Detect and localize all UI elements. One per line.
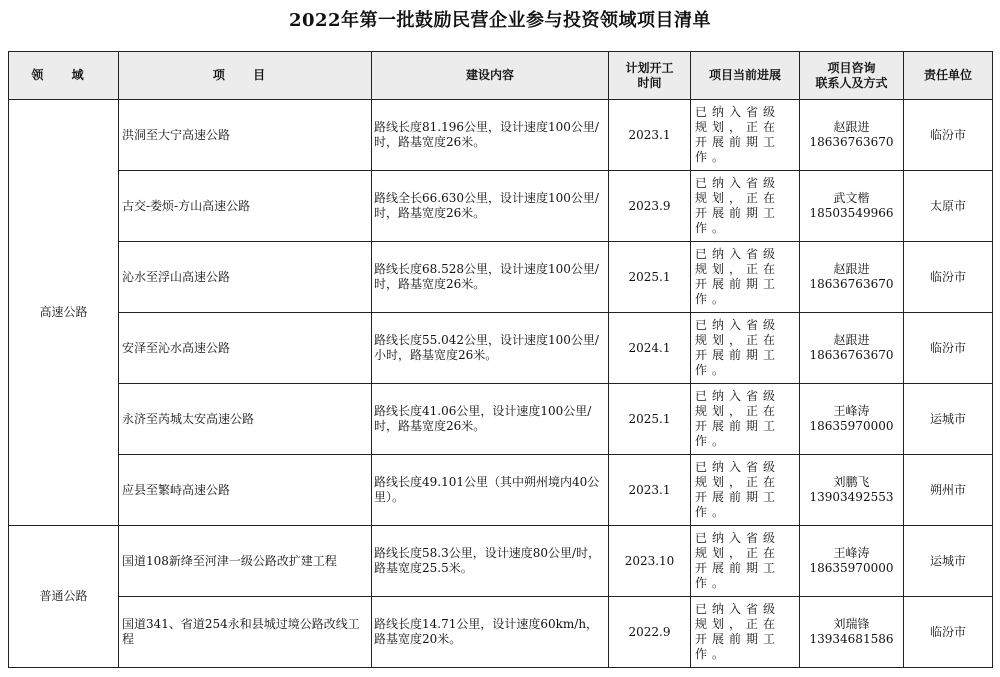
progress-cell: 已纳入省级规划，正在开展前期工作。 [691, 171, 800, 242]
unit-cell: 临汾市 [904, 242, 993, 313]
content-cell: 路线长度14.71公里，设计速度60km/h，路基宽度20米。 [372, 597, 609, 668]
project-cell: 沁水至浮山高速公路 [119, 242, 372, 313]
field-cell: 普通公路 [9, 526, 119, 668]
progress-cell: 已纳入省级规划，正在开展前期工作。 [691, 242, 800, 313]
contact-phone: 18636763670 [809, 135, 894, 149]
header-start-line2: 时间 [637, 75, 662, 90]
project-cell: 古交-娄烦-方山高速公路 [119, 171, 372, 242]
unit-cell: 临汾市 [904, 100, 993, 171]
header-progress: 项目当前进展 [691, 52, 800, 100]
content-cell: 路线长度49.101公里（其中朔州境内40公里）。 [372, 455, 609, 526]
page-title: 2022年第一批鼓励民营企业参与投资领域项目清单 [288, 10, 712, 31]
contact-phone: 18635970000 [809, 419, 894, 433]
table-row [9, 526, 993, 597]
field-cell: 高速公路 [9, 100, 119, 526]
unit-cell: 临汾市 [904, 313, 993, 384]
project-cell: 安泽至沁水高速公路 [119, 313, 372, 384]
contact-cell [800, 526, 904, 597]
project-table [8, 51, 993, 668]
contact-cell [800, 100, 904, 171]
unit-cell: 朔州市 [904, 455, 993, 526]
contact-name: 刘瑞锋 [833, 617, 870, 631]
start-date-cell: 2025.1 [609, 242, 691, 313]
contact-phone: 18636763670 [809, 348, 894, 362]
contact-name: 赵跟进 [833, 262, 870, 276]
header-unit: 责任单位 [904, 52, 993, 100]
unit-cell: 运城市 [904, 384, 993, 455]
contact-phone: 13934681586 [809, 632, 894, 646]
content-cell: 路线全长66.630公里，设计速度100公里/时，路基宽度26米。 [372, 171, 609, 242]
table-row [9, 100, 993, 171]
project-cell: 应县至繁峙高速公路 [119, 455, 372, 526]
table-row [9, 171, 993, 242]
table-row [9, 597, 993, 668]
progress-cell: 已纳入省级规划，正在开展前期工作。 [691, 313, 800, 384]
unit-cell: 临汾市 [904, 597, 993, 668]
unit-cell: 太原市 [904, 171, 993, 242]
table-row [9, 313, 993, 384]
header-contact-line2: 联系人及方式 [815, 75, 888, 90]
contact-cell [800, 242, 904, 313]
contact-cell [800, 597, 904, 668]
project-cell: 国道341、省道254永和县城过境公路改线工程 [119, 597, 372, 668]
header-start-line1: 计划开工 [625, 60, 674, 75]
contact-name: 王峰涛 [833, 546, 870, 560]
progress-cell: 已纳入省级规划，正在开展前期工作。 [691, 100, 800, 171]
start-date-cell: 2024.1 [609, 313, 691, 384]
header-start-time [609, 52, 691, 100]
header-contact [800, 52, 904, 100]
contact-cell [800, 384, 904, 455]
contact-phone: 18503549966 [809, 206, 894, 220]
project-cell: 永济至芮城太安高速公路 [119, 384, 372, 455]
header-project: 项 目 [119, 52, 372, 100]
content-cell: 路线长度55.042公里，设计速度100公里/小时，路基宽度26米。 [372, 313, 609, 384]
progress-cell: 已纳入省级规划，正在开展前期工作。 [691, 455, 800, 526]
header-field: 领 域 [9, 52, 119, 100]
project-cell: 国道108新绛至河津一级公路改扩建工程 [119, 526, 372, 597]
contact-name: 王峰涛 [833, 404, 870, 418]
progress-cell: 已纳入省级规划，正在开展前期工作。 [691, 526, 800, 597]
progress-cell: 已纳入省级规划，正在开展前期工作。 [691, 597, 800, 668]
project-cell: 洪洞至大宁高速公路 [119, 100, 372, 171]
content-cell: 路线长度81.196公里，设计速度100公里/时，路基宽度26米。 [372, 100, 609, 171]
content-cell: 路线长度58.3公里，设计速度80公里/时，路基宽度25.5米。 [372, 526, 609, 597]
contact-phone: 13903492553 [809, 490, 894, 504]
start-date-cell: 2023.9 [609, 171, 691, 242]
contact-name: 武文楷 [833, 191, 870, 205]
start-date-cell: 2023.1 [609, 100, 691, 171]
contact-phone: 18636763670 [809, 277, 894, 291]
contact-cell [800, 313, 904, 384]
start-date-cell: 2023.10 [609, 526, 691, 597]
table-row [9, 455, 993, 526]
start-date-cell: 2022.9 [609, 597, 691, 668]
content-cell: 路线长度41.06公里，设计速度100公里/时，路基宽度26米。 [372, 384, 609, 455]
start-date-cell: 2023.1 [609, 455, 691, 526]
content-cell: 路线长度68.528公里，设计速度100公里/时，路基宽度26米。 [372, 242, 609, 313]
contact-name: 赵跟进 [833, 120, 870, 134]
contact-name: 赵跟进 [833, 333, 870, 347]
table-row [9, 242, 993, 313]
contact-phone: 18635970000 [809, 561, 894, 575]
header-content: 建设内容 [372, 52, 609, 100]
unit-cell: 运城市 [904, 526, 993, 597]
contact-name: 刘鹏飞 [833, 475, 870, 489]
contact-cell [800, 455, 904, 526]
start-date-cell: 2025.1 [609, 384, 691, 455]
header-row [9, 52, 993, 100]
progress-cell: 已纳入省级规划，正在开展前期工作。 [691, 384, 800, 455]
table-row [9, 384, 993, 455]
header-contact-line1: 项目咨询 [827, 60, 876, 75]
contact-cell [800, 171, 904, 242]
